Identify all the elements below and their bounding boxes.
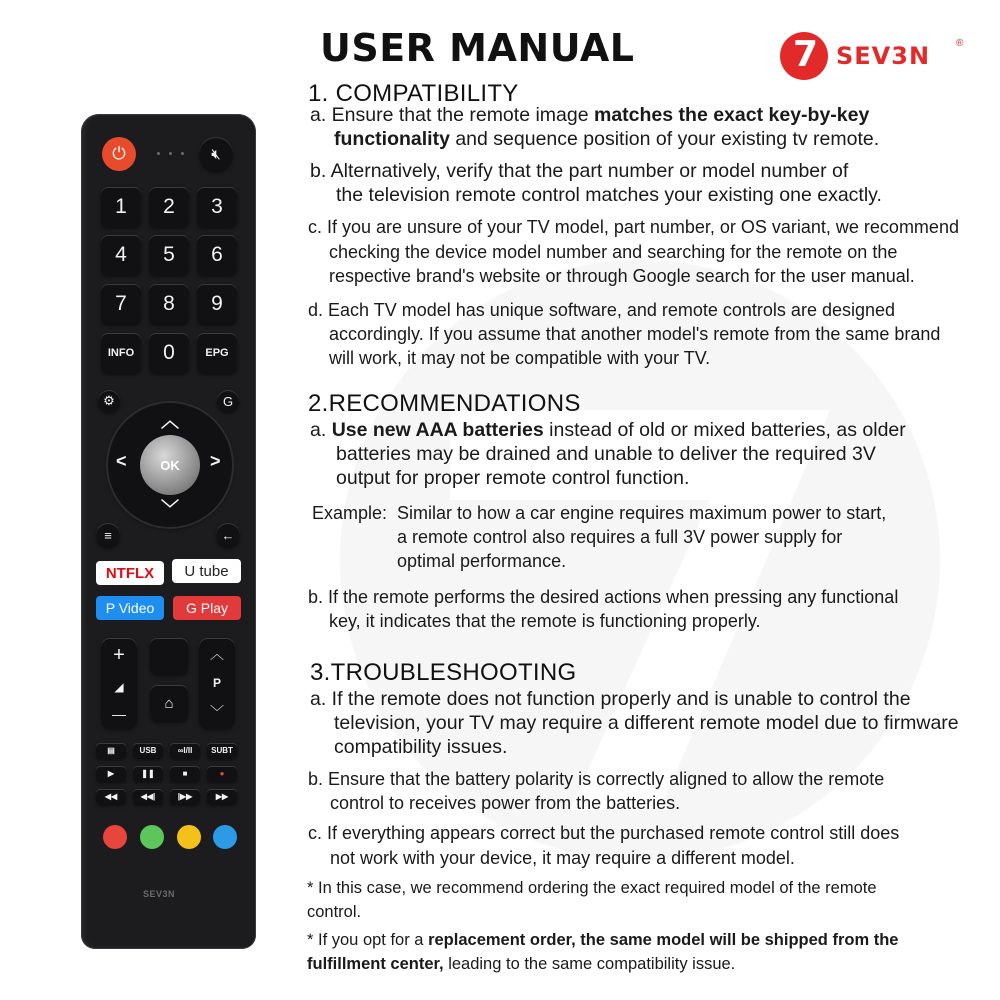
- home-icon: ⌂: [150, 685, 188, 721]
- key-info: INFO: [101, 333, 141, 373]
- key-6: 6: [197, 235, 237, 275]
- troubleshooting-b-line2: control to receives power from the batteries.: [330, 793, 681, 813]
- troubleshooting-c-line2: not work with your device, it may require a different model.: [330, 848, 795, 868]
- yellow-key: [177, 825, 201, 849]
- arrow-up-icon: ︿: [161, 411, 179, 431]
- red-key: [103, 825, 127, 849]
- key-2: 2: [149, 187, 189, 227]
- volume-icon: ◢: [114, 679, 124, 694]
- recommendations-example-line2: a remote control also requires a full 3V power supply for: [397, 527, 843, 547]
- recommendations-a-line2: batteries may be drained and unable to deliver the required 3V: [336, 443, 876, 465]
- volume-up-label: +: [113, 644, 125, 666]
- blank-button: [150, 638, 188, 674]
- section-heading-compatibility: 1. COMPATIBILITY: [308, 80, 519, 107]
- previous-icon: ◀◀|: [133, 789, 163, 804]
- remote-control-image: [81, 114, 256, 949]
- rewind-icon: ◀◀: [96, 789, 126, 804]
- google-play-button: G Play: [173, 596, 241, 620]
- channel-down-icon: ﹀: [210, 704, 224, 720]
- remote-brand-label: SEV3N: [143, 889, 176, 899]
- key-epg: EPG: [197, 333, 237, 373]
- key-1: 1: [101, 187, 141, 227]
- note-line1: * In this case, we recommend ordering the exact required model of the remote: [307, 879, 877, 897]
- compatibility-c-line3: respective brand's website or through Google search for the user manual.: [329, 266, 915, 286]
- arrow-down-icon: ﹀: [161, 499, 179, 519]
- audio-button-icon: ∞I/II: [170, 743, 200, 758]
- utube-button: U tube: [172, 559, 241, 583]
- recommendations-a-line3: output for proper remote control function.: [336, 467, 690, 489]
- next-icon: |▶▶: [170, 789, 200, 804]
- arrow-left-icon: <: [116, 451, 127, 471]
- logo-wordmark: SEV3N: [836, 42, 931, 70]
- troubleshooting-a-line3: compatibility issues.: [334, 736, 508, 758]
- led-dot: [157, 152, 160, 155]
- key-8: 8: [149, 284, 189, 324]
- compatibility-d-line2: accordingly. If you assume that another model's remote from the same brand: [329, 324, 941, 344]
- troubleshooting-b-line1: b. Ensure that the battery polarity is correctly aligned to allow the remote: [308, 769, 885, 789]
- compatibility-b-line1: b. Alternatively, verify that the part number or model number of: [310, 160, 849, 182]
- google-assistant-icon: G: [217, 390, 239, 412]
- compatibility-a-line1: a. Ensure that the remote image matches the exact key-by-key: [310, 104, 870, 126]
- logo-seven-mark: 7: [793, 34, 819, 75]
- mute-button: 🔇︎: [199, 137, 233, 171]
- note-line2: control.: [307, 903, 362, 921]
- key-4: 4: [101, 235, 141, 275]
- troubleshooting-a-line2: television, your TV may require a different remote model due to firmware: [334, 712, 959, 734]
- recommendations-b-line1: b. If the remote performs the desired actions when pressing any functional: [308, 587, 899, 607]
- channel-rocker: [199, 638, 235, 728]
- settings-icon: ⚙: [98, 390, 120, 412]
- fast-forward-icon: ▶▶: [207, 789, 237, 804]
- stop-icon: ■: [170, 766, 200, 781]
- note-line4: fulfillment center, leading to the same compatibility issue.: [307, 955, 736, 973]
- power-button: ⏻: [102, 137, 136, 171]
- recommendations-a-line1: a. Use new AAA batteries instead of old or mixed batteries, as older: [310, 419, 906, 441]
- usb-button: USB: [133, 743, 163, 758]
- channel-label: P: [212, 676, 221, 690]
- channel-up-icon: ︿: [210, 646, 224, 662]
- compatibility-b-line2: the television remote control matches your existing one exactly.: [336, 184, 882, 206]
- volume-down-label: —: [112, 706, 126, 722]
- play-icon: ▶: [96, 766, 126, 781]
- note-line3: * If you opt for a replacement order, the same model will be shipped from the: [307, 931, 899, 949]
- troubleshooting-a-line1: a. If the remote does not function properly and is unable to control the: [310, 688, 911, 710]
- compatibility-a-line2: functionality and sequence position of your existing tv remote.: [334, 128, 880, 150]
- compatibility-d-line3: will work, it may not be compatible with your TV.: [329, 348, 711, 368]
- recommendations-example-line1: Example: Similar to how a car engine requires maximum power to start,: [312, 503, 887, 523]
- ok-button: OK: [140, 435, 200, 495]
- teletext-icon: ▤: [96, 743, 126, 758]
- troubleshooting-c-line1: c. If everything appears correct but the purchased remote control still does: [308, 823, 900, 843]
- record-icon: ●: [207, 766, 237, 781]
- key-5: 5: [149, 235, 189, 275]
- led-dot: [169, 152, 172, 155]
- section-heading-recommendations: 2.RECOMMENDATIONS: [308, 390, 581, 417]
- compatibility-d-line1: d. Each TV model has unique software, and remote controls are designed: [308, 300, 896, 320]
- key-3: 3: [197, 187, 237, 227]
- led-dot: [181, 152, 184, 155]
- subtitle-button: SUBT: [207, 743, 237, 758]
- menu-icon: ≡: [96, 523, 120, 547]
- volume-rocker: [101, 638, 137, 728]
- green-key: [140, 825, 164, 849]
- key-0: 0: [149, 333, 189, 373]
- compatibility-c-line1: c. If you are unsure of your TV model, part number, or OS variant, we recommend: [308, 217, 959, 237]
- registered-mark: ®: [956, 38, 964, 49]
- directional-pad: [108, 403, 232, 527]
- recommendations-b-line2: key, it indicates that the remote is functioning properly.: [329, 611, 761, 631]
- prime-video-button: P Video: [96, 596, 164, 620]
- arrow-right-icon: >: [210, 451, 221, 471]
- pause-icon: ❚❚: [133, 766, 163, 781]
- back-arrow-icon: ←: [216, 523, 240, 547]
- netflix-button: NTFLX: [96, 561, 164, 585]
- recommendations-example-line3: optimal performance.: [397, 551, 567, 571]
- blue-key: [213, 825, 237, 849]
- section-heading-troubleshooting: 3.TROUBLESHOOTING: [310, 659, 577, 686]
- key-9: 9: [197, 284, 237, 324]
- key-7: 7: [101, 284, 141, 324]
- compatibility-c-line2: checking the device model number and searching for the remote on the: [329, 242, 898, 262]
- page-title: USER MANUAL: [320, 26, 635, 70]
